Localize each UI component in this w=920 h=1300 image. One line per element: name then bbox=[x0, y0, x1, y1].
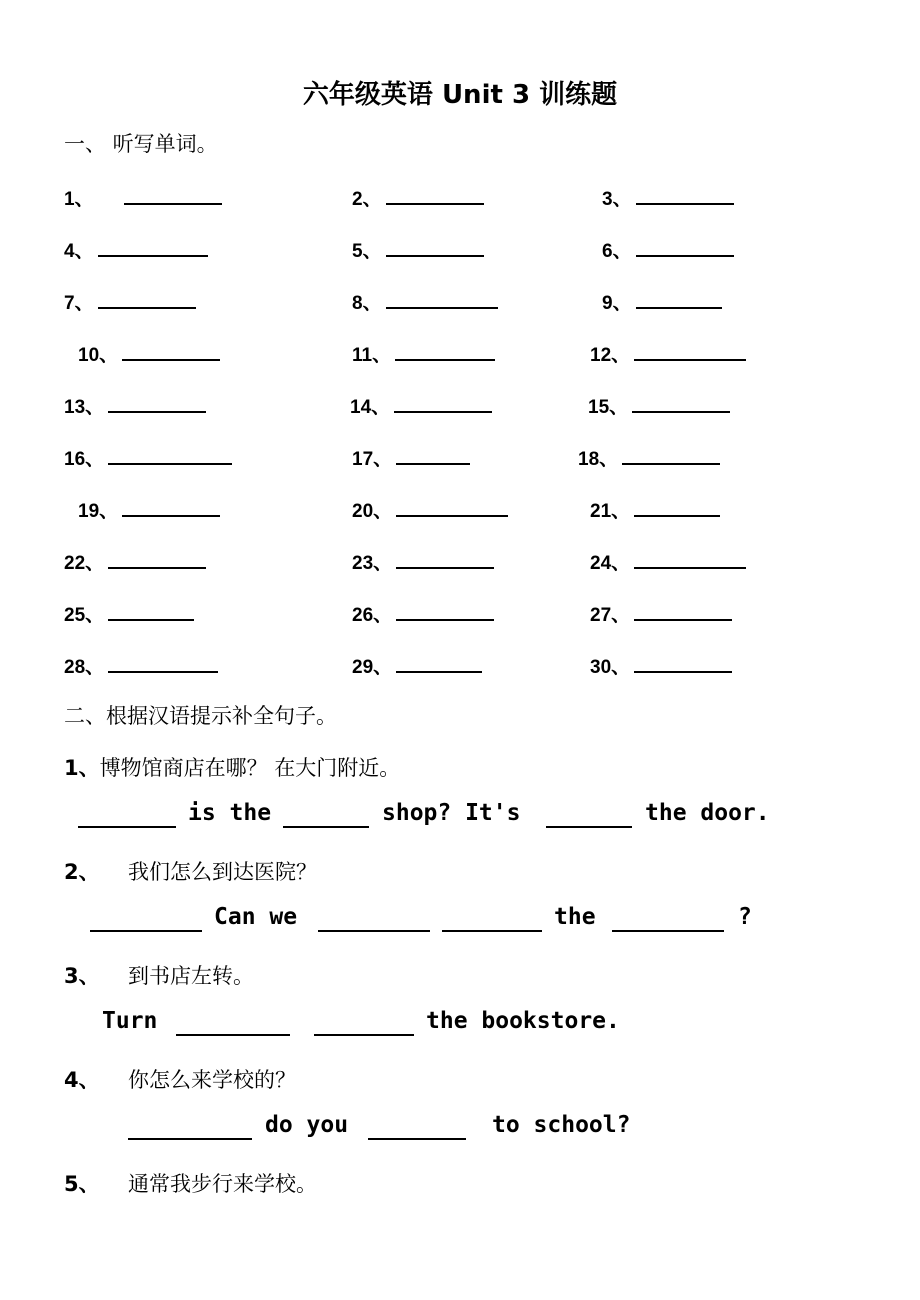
answer-blank[interactable] bbox=[122, 343, 220, 361]
item-number: 15、 bbox=[588, 397, 629, 418]
answer-blank[interactable] bbox=[108, 395, 206, 413]
answer-blank[interactable] bbox=[396, 655, 482, 673]
question-2-prompt bbox=[64, 856, 317, 886]
dictation-item bbox=[64, 184, 222, 211]
dictation-item bbox=[352, 548, 494, 575]
english-text: the bbox=[554, 904, 596, 930]
answer-blank[interactable] bbox=[636, 239, 734, 257]
item-number: 27、 bbox=[590, 605, 631, 626]
answer-blank[interactable] bbox=[634, 655, 732, 673]
item-number: 7、 bbox=[64, 293, 94, 314]
answer-blank[interactable] bbox=[442, 930, 542, 932]
answer-blank[interactable] bbox=[396, 603, 494, 621]
dictation-item bbox=[352, 236, 484, 263]
answer-blank[interactable] bbox=[108, 447, 232, 465]
answer-blank[interactable] bbox=[122, 499, 220, 517]
answer-blank[interactable] bbox=[634, 603, 732, 621]
dictation-item bbox=[602, 184, 734, 211]
answer-blank[interactable] bbox=[78, 826, 176, 828]
dictation-item bbox=[64, 288, 196, 315]
answer-blank[interactable] bbox=[634, 343, 746, 361]
question-1-prompt bbox=[64, 752, 400, 782]
english-text: Turn bbox=[102, 1008, 158, 1034]
question-number: 3、 bbox=[64, 964, 100, 988]
item-number: 14、 bbox=[350, 397, 391, 418]
section-2-heading: 二、根据汉语提示补全句子。 bbox=[64, 704, 337, 728]
section-1-heading: 一、 听写单词。 bbox=[64, 132, 218, 156]
answer-blank[interactable] bbox=[546, 826, 632, 828]
english-text: the bookstore. bbox=[426, 1008, 620, 1034]
question-number: 5、 bbox=[64, 1172, 100, 1196]
english-text: ? bbox=[738, 904, 752, 930]
chinese-hint: 博物馆商店在哪？ 在大门附近。 bbox=[99, 756, 401, 780]
dictation-item bbox=[352, 288, 498, 315]
item-number: 24、 bbox=[590, 553, 631, 574]
dictation-item bbox=[78, 496, 220, 523]
answer-blank[interactable] bbox=[124, 187, 222, 205]
english-text: shop? It's bbox=[382, 800, 521, 826]
dictation-item bbox=[64, 548, 206, 575]
answer-blank[interactable] bbox=[283, 826, 369, 828]
dictation-item bbox=[64, 600, 194, 627]
answer-blank[interactable] bbox=[394, 395, 492, 413]
chinese-hint: 我们怎么到达医院？ bbox=[128, 860, 317, 884]
dictation-item bbox=[352, 600, 494, 627]
english-text: to school? bbox=[492, 1112, 631, 1138]
dictation-item bbox=[352, 496, 508, 523]
answer-blank[interactable] bbox=[128, 1138, 252, 1140]
dictation-item bbox=[352, 652, 482, 679]
question-4-prompt bbox=[64, 1064, 296, 1094]
item-number: 20、 bbox=[352, 501, 393, 522]
item-number: 4、 bbox=[64, 241, 94, 262]
dictation-item bbox=[578, 444, 720, 471]
answer-blank[interactable] bbox=[386, 239, 484, 257]
dictation-item bbox=[590, 548, 746, 575]
item-number: 2、 bbox=[352, 189, 382, 210]
dictation-item bbox=[602, 288, 722, 315]
item-number: 17、 bbox=[352, 449, 393, 470]
item-number: 13、 bbox=[64, 397, 105, 418]
item-number: 19、 bbox=[78, 501, 119, 522]
item-number: 11、 bbox=[352, 345, 392, 366]
question-number: 1、 bbox=[64, 756, 100, 780]
dictation-item bbox=[64, 392, 206, 419]
answer-blank[interactable] bbox=[108, 551, 206, 569]
item-number: 6、 bbox=[602, 241, 632, 262]
answer-blank[interactable] bbox=[636, 291, 722, 309]
english-text: is the bbox=[188, 800, 272, 826]
question-5-prompt bbox=[64, 1168, 317, 1198]
answer-blank[interactable] bbox=[108, 655, 218, 673]
dictation-item bbox=[602, 236, 734, 263]
answer-blank[interactable] bbox=[98, 291, 196, 309]
dictation-item bbox=[64, 652, 218, 679]
item-number: 25、 bbox=[64, 605, 105, 626]
answer-blank[interactable] bbox=[368, 1138, 466, 1140]
dictation-item bbox=[590, 600, 732, 627]
question-number: 4、 bbox=[64, 1068, 100, 1092]
item-number: 1、 bbox=[64, 189, 94, 210]
dictation-item bbox=[588, 392, 730, 419]
dictation-item bbox=[352, 340, 495, 367]
chinese-hint: 通常我步行来学校。 bbox=[128, 1172, 317, 1196]
answer-blank[interactable] bbox=[634, 551, 746, 569]
answer-blank[interactable] bbox=[396, 447, 470, 465]
english-text: do you bbox=[265, 1112, 349, 1138]
chinese-hint: 到书店左转。 bbox=[128, 964, 254, 988]
answer-blank[interactable] bbox=[634, 499, 720, 517]
answer-blank[interactable] bbox=[636, 187, 734, 205]
dictation-item bbox=[78, 340, 220, 367]
item-number: 30、 bbox=[590, 657, 631, 678]
english-text: the door. bbox=[645, 800, 770, 826]
dictation-item bbox=[64, 236, 208, 263]
answer-blank[interactable] bbox=[318, 930, 430, 932]
item-number: 29、 bbox=[352, 657, 393, 678]
dictation-item bbox=[352, 444, 470, 471]
answer-blank[interactable] bbox=[108, 603, 194, 621]
item-number: 5、 bbox=[352, 241, 382, 262]
answer-blank[interactable] bbox=[632, 395, 730, 413]
answer-blank[interactable] bbox=[612, 930, 724, 932]
answer-blank[interactable] bbox=[90, 930, 202, 932]
answer-blank[interactable] bbox=[396, 551, 494, 569]
item-number: 28、 bbox=[64, 657, 105, 678]
item-number: 18、 bbox=[578, 449, 619, 470]
answer-blank[interactable] bbox=[314, 1034, 414, 1036]
item-number: 21、 bbox=[590, 501, 631, 522]
item-number: 10、 bbox=[78, 345, 119, 366]
item-number: 12、 bbox=[590, 345, 631, 366]
answer-blank[interactable] bbox=[98, 239, 208, 257]
dictation-item bbox=[64, 444, 232, 471]
item-number: 16、 bbox=[64, 449, 105, 470]
dictation-item bbox=[352, 184, 484, 211]
item-number: 9、 bbox=[602, 293, 632, 314]
dictation-item bbox=[350, 392, 492, 419]
answer-blank[interactable] bbox=[622, 447, 720, 465]
item-number: 22、 bbox=[64, 553, 105, 574]
answer-blank[interactable] bbox=[386, 187, 484, 205]
question-3-prompt bbox=[64, 960, 254, 990]
answer-blank[interactable] bbox=[176, 1034, 290, 1036]
dictation-item bbox=[590, 340, 746, 367]
answer-blank[interactable] bbox=[395, 343, 495, 361]
item-number: 26、 bbox=[352, 605, 393, 626]
answer-blank[interactable] bbox=[386, 291, 498, 309]
dictation-item bbox=[590, 496, 720, 523]
dictation-item bbox=[590, 652, 732, 679]
item-number: 8、 bbox=[352, 293, 382, 314]
english-text: Can we bbox=[214, 904, 298, 930]
chinese-hint: 你怎么来学校的？ bbox=[128, 1068, 296, 1092]
question-number: 2、 bbox=[64, 860, 100, 884]
page-title: 六年级英语 Unit 3 训练题 bbox=[302, 80, 618, 110]
item-number: 23、 bbox=[352, 553, 393, 574]
answer-blank[interactable] bbox=[396, 499, 508, 517]
item-number: 3、 bbox=[602, 189, 632, 210]
